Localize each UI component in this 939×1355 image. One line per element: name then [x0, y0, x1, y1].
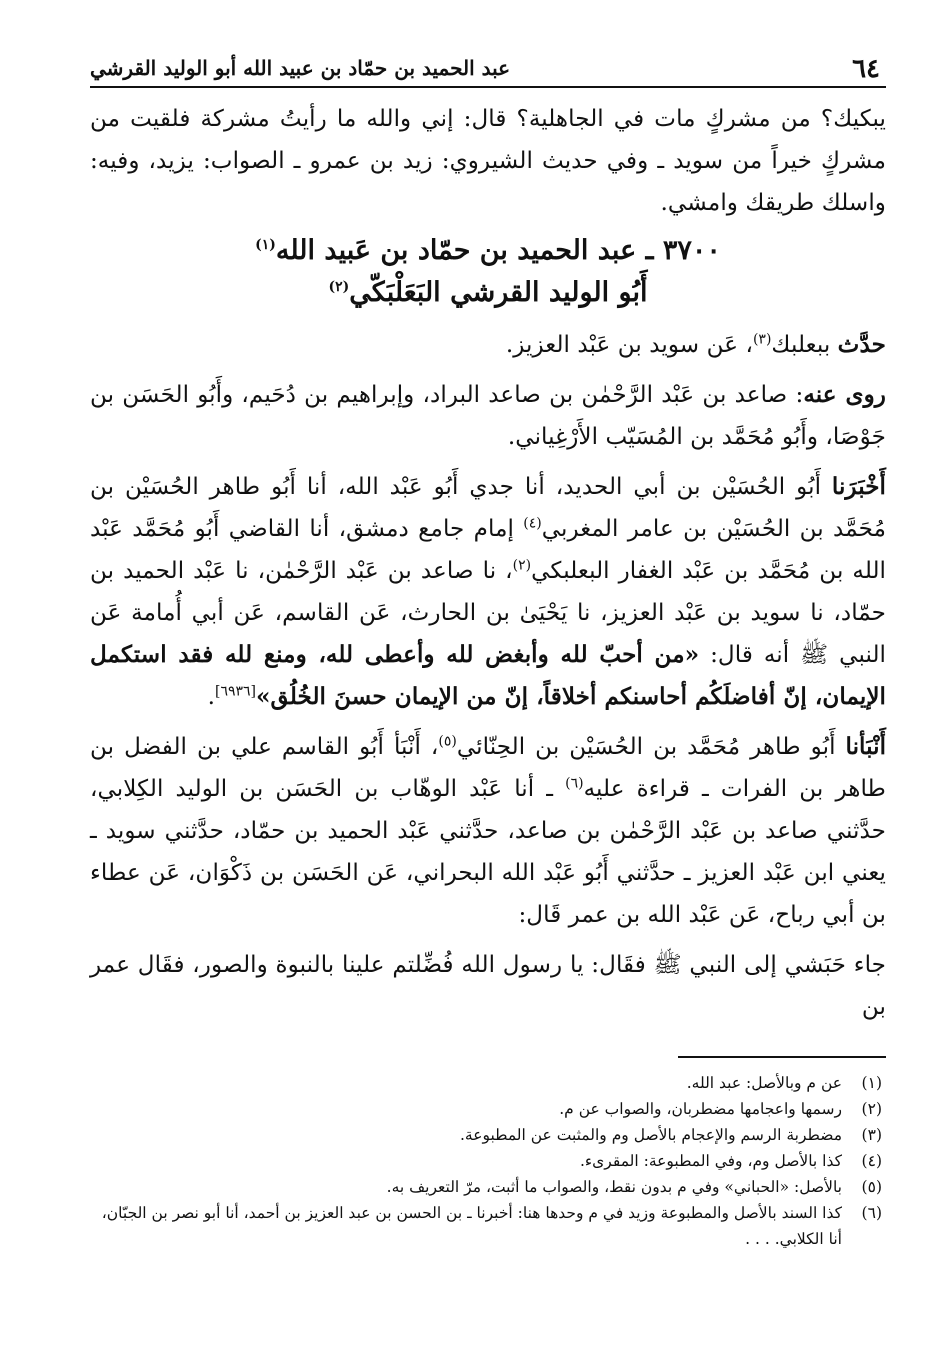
- page-number: ٦٤: [852, 54, 880, 84]
- paragraph-text: إمام جامع دمشق، أنا القاضي أَبُو مُحَمَّد عَبْد الله بن مُحَمَّد بن عَبْد الغفار البعلبكي: [90, 515, 886, 584]
- paragraph-text: ، عَن سويد بن عَبْد العزيز.: [505, 331, 753, 358]
- paragraph-text: أَبُو طاهر مُحَمَّد بن الحُسَيْن بن الحِنّائي: [456, 733, 846, 760]
- running-title: عبد الحميد بن حمّاد بن عبيد الله أبو الوليد القرشي: [90, 56, 511, 80]
- footnote-number: (١): [861, 1074, 882, 1092]
- footnote-number: (٣): [861, 1126, 882, 1144]
- footnote-ref[interactable]: (٢): [328, 279, 350, 295]
- footnote-ref[interactable]: (٣): [752, 331, 772, 348]
- last-paragraph: جاء حَبَشي إلى النبي ﷺ فقَال: يا رسول الله فُضِّلتم علينا بالنبوة والصور، فقَال عمر بن: [90, 951, 886, 1020]
- entry-heading: [90, 230, 886, 314]
- footnote-item: [90, 1174, 886, 1200]
- hadith-quote: «من أحبّ لله وأبغض لله وأعطى لله، ومنع لله فقد استكمل الإيمان، إنّ أفاضلَكُم أحاسنكم أخلاقاً، إنّ من الإيمان حسنَ الخُلُق»: [90, 641, 886, 710]
- footnote-text: مضطربة الرسم والإعجام بالأصل وم والمثبت عن المطبوعة.: [459, 1126, 842, 1144]
- paragraph-text: : صاعد بن عَبْد الرَّحْمٰن بن صاعد البراد، وإبراهيم بن دُحَيم، وأَبُو الحَسَن بن جَوْصَا، وأَبُو مُحَمَّد بن المُسَيّب الأَرْغِياني.: [90, 381, 886, 450]
- main-text: [90, 98, 886, 1028]
- footnote-ref[interactable]: (٦): [565, 775, 584, 792]
- entry-heading-line-2: [90, 272, 886, 314]
- rawa-paragraph: [90, 374, 886, 458]
- paragraph-text: ـ أنا عَبْد الوهّاب بن الحَسَن بن الوليد الكِلابي، حدَّثني صاعد بن عَبْد الرَّحْمٰن بن صاعد، حدَّثني عَبْد الحميد بن حمّاد، حدَّثني سويد ـ يعني ابن عَبْد العزيز ـ حدَّثني أَبُو عَبْد الله البحراني، عَن الحَسَن بن ذَكْوَان، عَن عطاء بن أبي رباح، عَن عَبْد الله بن عمر قَال:: [90, 775, 886, 928]
- paragraph-text: ببعلبك: [771, 331, 838, 358]
- paragraph-lead: روى عنه: [803, 381, 886, 408]
- footnote-number: (٢): [861, 1100, 882, 1118]
- footnote-item: [90, 1096, 886, 1122]
- footnote-text: بالأصل: «الحباني» وفي م بدون نقط، والصواب ما أثبت، مرّ التعريف به.: [386, 1178, 842, 1196]
- hadath-paragraph: [90, 324, 886, 366]
- paragraph-text: ، نا صاعد بن عَبْد الرَّحْمٰن، نا عَبْد الحميد بن حمّاد، نا سويد بن عَبْد العزيز، نا يَحْيَىٰ بن الحارث، عَن القاسم، عَن أبي أُمامة عَن النبي ﷺ أنه قال:: [90, 557, 886, 668]
- footnote-ref[interactable]: (١): [255, 237, 276, 253]
- anbana-paragraph: [90, 726, 886, 936]
- footnote-item: [90, 1148, 886, 1174]
- paragraph-lead: أَنْبَأنا: [845, 733, 887, 760]
- footnote-text: كذا بالأصل وم، وفي المطبوعة: المقرىء.: [579, 1152, 842, 1170]
- footnote-item: [90, 1070, 886, 1096]
- footnote-number: (٦): [861, 1204, 882, 1222]
- footnote-ref[interactable]: (٥): [438, 733, 457, 750]
- footnote-text: عن م وبالأصل: عبد الله.: [686, 1074, 842, 1092]
- footnote-ref[interactable]: (٢): [512, 557, 532, 574]
- footnotes: [90, 1070, 886, 1252]
- footnote-text: كذا السند بالأصل والمطبوعة وزيد في م وحدها هنا: أخبرنا ـ بن الحسن بن عبد العزيز بن أحمد، أنا أبو نصر بن الجبّان، أنا الكلابي. . . .: [101, 1204, 842, 1248]
- hadith-number: [٦٩٣٦]: [215, 683, 257, 700]
- footnote-ref[interactable]: (٤): [523, 515, 542, 532]
- footnote-item: [90, 1122, 886, 1148]
- intro-paragraph: يبكيك؟ من مشركٍ مات في الجاهلية؟ قال: إني والله ما رأيتُ مشركة فلقيت من مشركٍ خيراً من سويد ـ وفي حديث الشيروي: زيد بن عمرو ـ الصواب: يزيد، وفيه: واسلك طريقك وامشي.: [90, 105, 886, 216]
- paragraph-text: أَبُو الحُسَيْن بن أبي الحديد، أنا جدي أَبُو عَبْد الله، أنا أَبُو طاهر الحُسَيْن بن مُحَمَّد بن الحُسَيْن بن عامر المغربي: [90, 473, 886, 542]
- paragraph-lead: حدَّث: [837, 331, 886, 358]
- paragraph-text: .: [207, 683, 215, 710]
- footnote-divider: [678, 1056, 886, 1058]
- paragraph-lead: أَخْبَرَنا: [831, 473, 886, 500]
- footnote-item: [90, 1200, 886, 1252]
- footnote-number: (٤): [861, 1152, 882, 1170]
- paragraph-text: ، أَنْبَأ أَبُو القاسم علي بن الفضل بن طاهر بن الفرات ـ قراءة عليه: [90, 733, 886, 802]
- book-page: [90, 50, 886, 1252]
- entry-title: ٣٧٠٠ ـ عبد الحميد بن حمّاد بن عَبيد الله: [275, 235, 721, 266]
- footnote-number: (٥): [861, 1178, 882, 1196]
- akhbarana-paragraph: [90, 466, 886, 718]
- entry-heading-line-1: [90, 230, 886, 272]
- running-header: [90, 50, 886, 88]
- entry-subtitle: أَبُو الوليد القرشي البَعَلْبَكّي: [349, 277, 648, 308]
- footnote-text: رسمها واعجامها مضطربان، والصواب عن م.: [559, 1100, 842, 1118]
